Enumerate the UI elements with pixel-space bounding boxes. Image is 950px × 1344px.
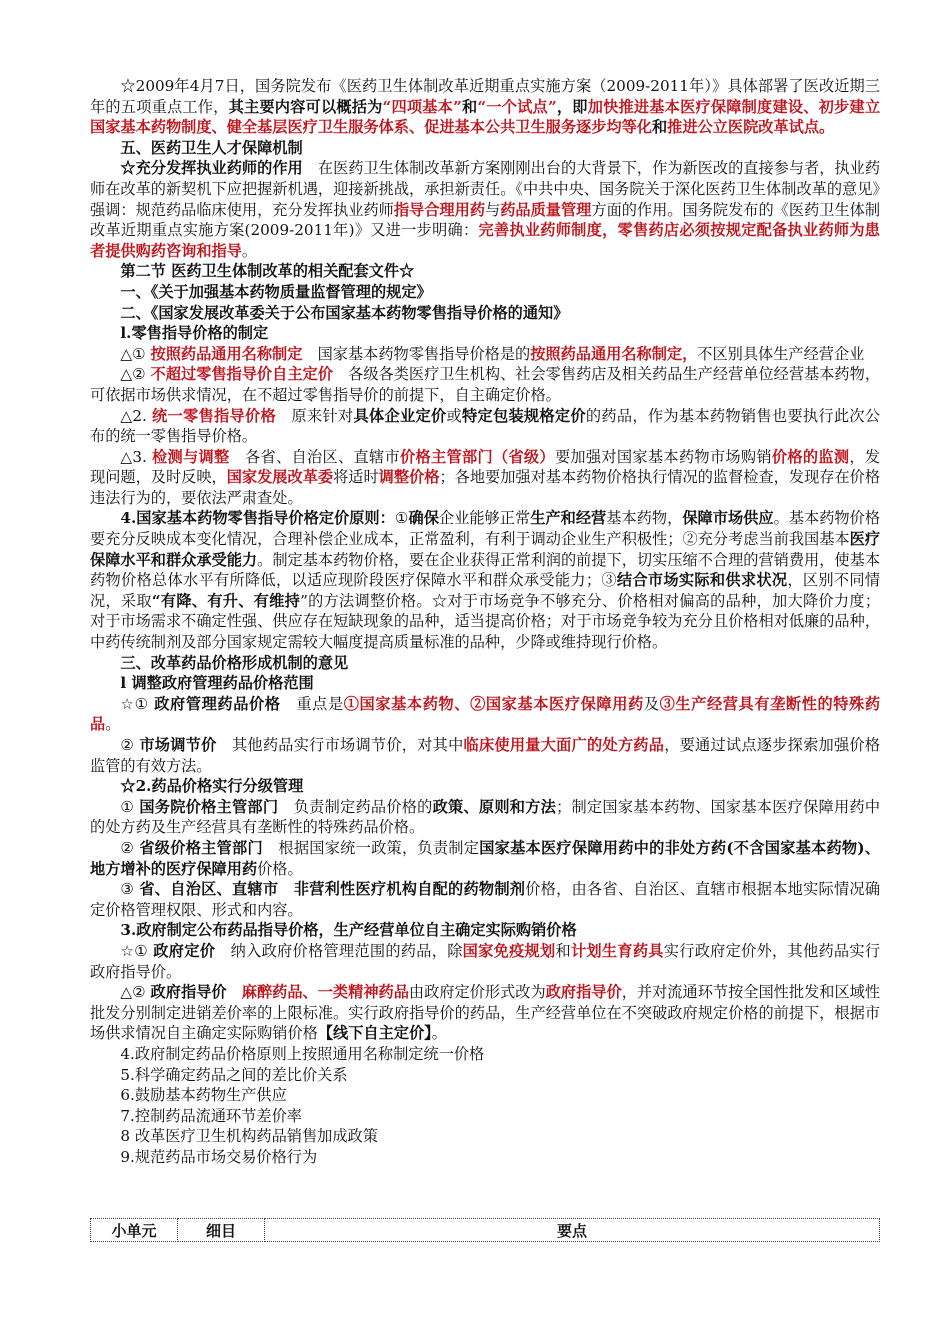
list-item: ① 国务院价格主管部门 负责制定药品价格的政策、原则和方法；制定国家基本药物、国家基本医疗保障用药中的处方药及生产经营具有垄断性的特殊药品价格。 xyxy=(90,797,881,837)
list-item: △② 不超过零售指导价自主定价 各级各类医疗卫生机构、社会零售药店及相关药品生产经营单位经营基本药物，可依据市场供求情况，在不超过零售指导价的前提下，自主确定价格。 xyxy=(90,365,881,404)
section-heading: 第二节 医药卫生体制改革的相关配套文件☆ xyxy=(120,262,415,281)
list-item: 7.控制药品流通环节差价率 xyxy=(120,1106,302,1125)
list-item: △3. 检测与调整 各省、自治区、直辖市价格主管部门（省级）要加强对国家基本药物市场购销价格的监测，发现问题，及时反映，国家发展改革委将适时调整价格；各地要加强对基本药物价格执行情况的监督检查，发现存在价格违法行为的，要依法严肃查处。 xyxy=(90,447,881,507)
list-item: ③ 省、自治区、直辖市 非营利性医疗机构自配的药物制剂价格，由各省、自治区、直辖市根据本地实际情况确定价格管理权限、形式和内容。 xyxy=(90,880,881,919)
list-item: 5.科学确定药品之间的差比价关系 xyxy=(120,1065,348,1084)
paragraph-reform-plan: ☆2009年4月7日，国务院发布《医药卫生体制改革近期重点实施方案（2009-2011年）》具体部署了医改近期三年的五项重点工作，其主要内容可以概括为“四项基本”和“一个试点”，即加快推进基本医疗保障制度建设、初步建立国家基本药物制度、健全基层医疗卫生服务体系、促进基本公共卫生服务逐步均等化和推进公立医院改革试点。 xyxy=(90,77,881,137)
document-title-price-reform: 三、改革药品价格形成机制的意见 xyxy=(120,653,349,672)
list-item: 6.鼓励基本药物生产供应 xyxy=(120,1086,287,1105)
list-item: △② 政府指导价 麻醉药品、一类精神药品由政府定价形式改为政府指导价，并对流通环节按全国性批发和区域性批发分别制定进销差价率的上限标准。实行政府指导价的药品，生产经营单位在不突破政府规定价格的前提下，根据市场供求情况自主确定实际购销价格【线下自主定价】。 xyxy=(90,983,881,1043)
list-item: △2. 统一零售指导价格 原来针对具体企业定价或特定包装规格定价的药品，作为基本药物销售也要执行此次公布的统一零售指导价格。 xyxy=(90,406,881,446)
paragraph-pharmacist-role: ☆充分发挥执业药师的作用 在医药卫生体制改革新方案刚刚出台的大背景下，作为新医改的直接参与者，执业药师在改革的新契机下应把握新机遇，迎接新挑战，承担新责任。《中共中央、国务院关于深化医药卫生体制改革的意见》强调：规范药品临床使用，充分发挥执业药师指导合理用药与药品质量管理方面的作用。国务院发布的《医药卫生体制改革近期重点实施方案(2009-2011年)》又进一步明确：完善执业药师制度，零售药店必须按规定配备执业药师为患者提供购药咨询和指导。 xyxy=(90,159,881,260)
header-detail: 细目 xyxy=(178,1219,265,1242)
subheading-scope: l 调整政府管理药品价格范围 xyxy=(120,674,314,693)
list-item: 9.规范药品市场交易价格行为 xyxy=(120,1147,318,1166)
document-title-quality: 一、《关于加强基本药物质量监督管理的规定》 xyxy=(120,282,432,301)
subheading-retail-price: l.零售指导价格的制定 xyxy=(120,324,269,343)
list-item: ② 市场调节价 其他药品实行市场调节价，对其中临床使用量大面广的处方药品，要通过试点逐步探索加强价格监管的有效方法。 xyxy=(90,736,881,775)
list-item: 8 改革医疗卫生机构药品销售加成政策 xyxy=(120,1127,378,1146)
table-header-row xyxy=(91,1219,880,1242)
list-item: ② 省级价格主管部门 根据国家统一政策，负责制定国家基本医疗保障用药中的非处方药(不含国家基本药物)、地方增补的医疗保障用药价格。 xyxy=(90,838,881,878)
list-item: 4.国家基本药物零售指导价格定价原则：①确保企业能够正常生产和经营基本药物，保障市场供应。基本药物价格要充分反映成本变化情况，合理补偿企业成本，正常盈利，有利于调动企业生产积极性；②充分考虑当前我国基本医疗保障水平和群众承受能力。制定基本药物价格，要在企业获得正常利润的前提下，切实压缩不合理的营销费用，使基本药物价格总体水平有所降低，以适应现阶段医疗保障水平和群众承受能力；③结合市场实际和供求状况，区别不同情况，采取“有降、有升、有维持”的方法调整价格。☆对于市场竞争不够充分、价格相对偏高的品种，加大降价力度；对于市场需求不确定性强、供应存在短缺现象的品种，适当提高价格；对于市场竞争较为充分且价格相对低廉的品种，中药传统制剂及部分国家规定需较大幅度提高质量标准的品种，少降或维持现行价格。 xyxy=(90,509,881,652)
subheading-tiered-management: ☆2.药品价格实行分级管理 xyxy=(120,777,304,796)
list-item: 4.政府制定药品价格原则上按照通用名称制定统一价格 xyxy=(120,1044,485,1063)
list-item: ☆① 政府定价 纳入政府价格管理范围的药品，除国家免疫规划和计划生育药具实行政府定价外，其他药品实行政府指导价。 xyxy=(90,941,881,981)
subheading-guide-price: 3.政府制定公布药品指导价格，生产经营单位自主确定实际购销价格 xyxy=(120,921,577,940)
header-unit: 小单元 xyxy=(91,1219,178,1242)
document-body xyxy=(90,76,880,1167)
header-points: 要点 xyxy=(265,1219,880,1242)
outline-table xyxy=(90,1218,880,1242)
heading-talent-mechanism: 五、医药卫生人才保障机制 xyxy=(120,138,303,157)
list-item: ☆① 政府管理药品价格 重点是①国家基本药物、②国家基本医疗保障用药及③生产经营具有垄断性的特殊药品。 xyxy=(90,694,881,734)
document-title-price-notice: 二、《国家发展改革委关于公布国家基本药物零售指导价格的通知》 xyxy=(120,303,569,322)
list-item: △① 按照药品通用名称制定 国家基本药物零售指导价格是的按照药品通用名称制定，不区别具体生产经营企业 xyxy=(120,344,865,363)
